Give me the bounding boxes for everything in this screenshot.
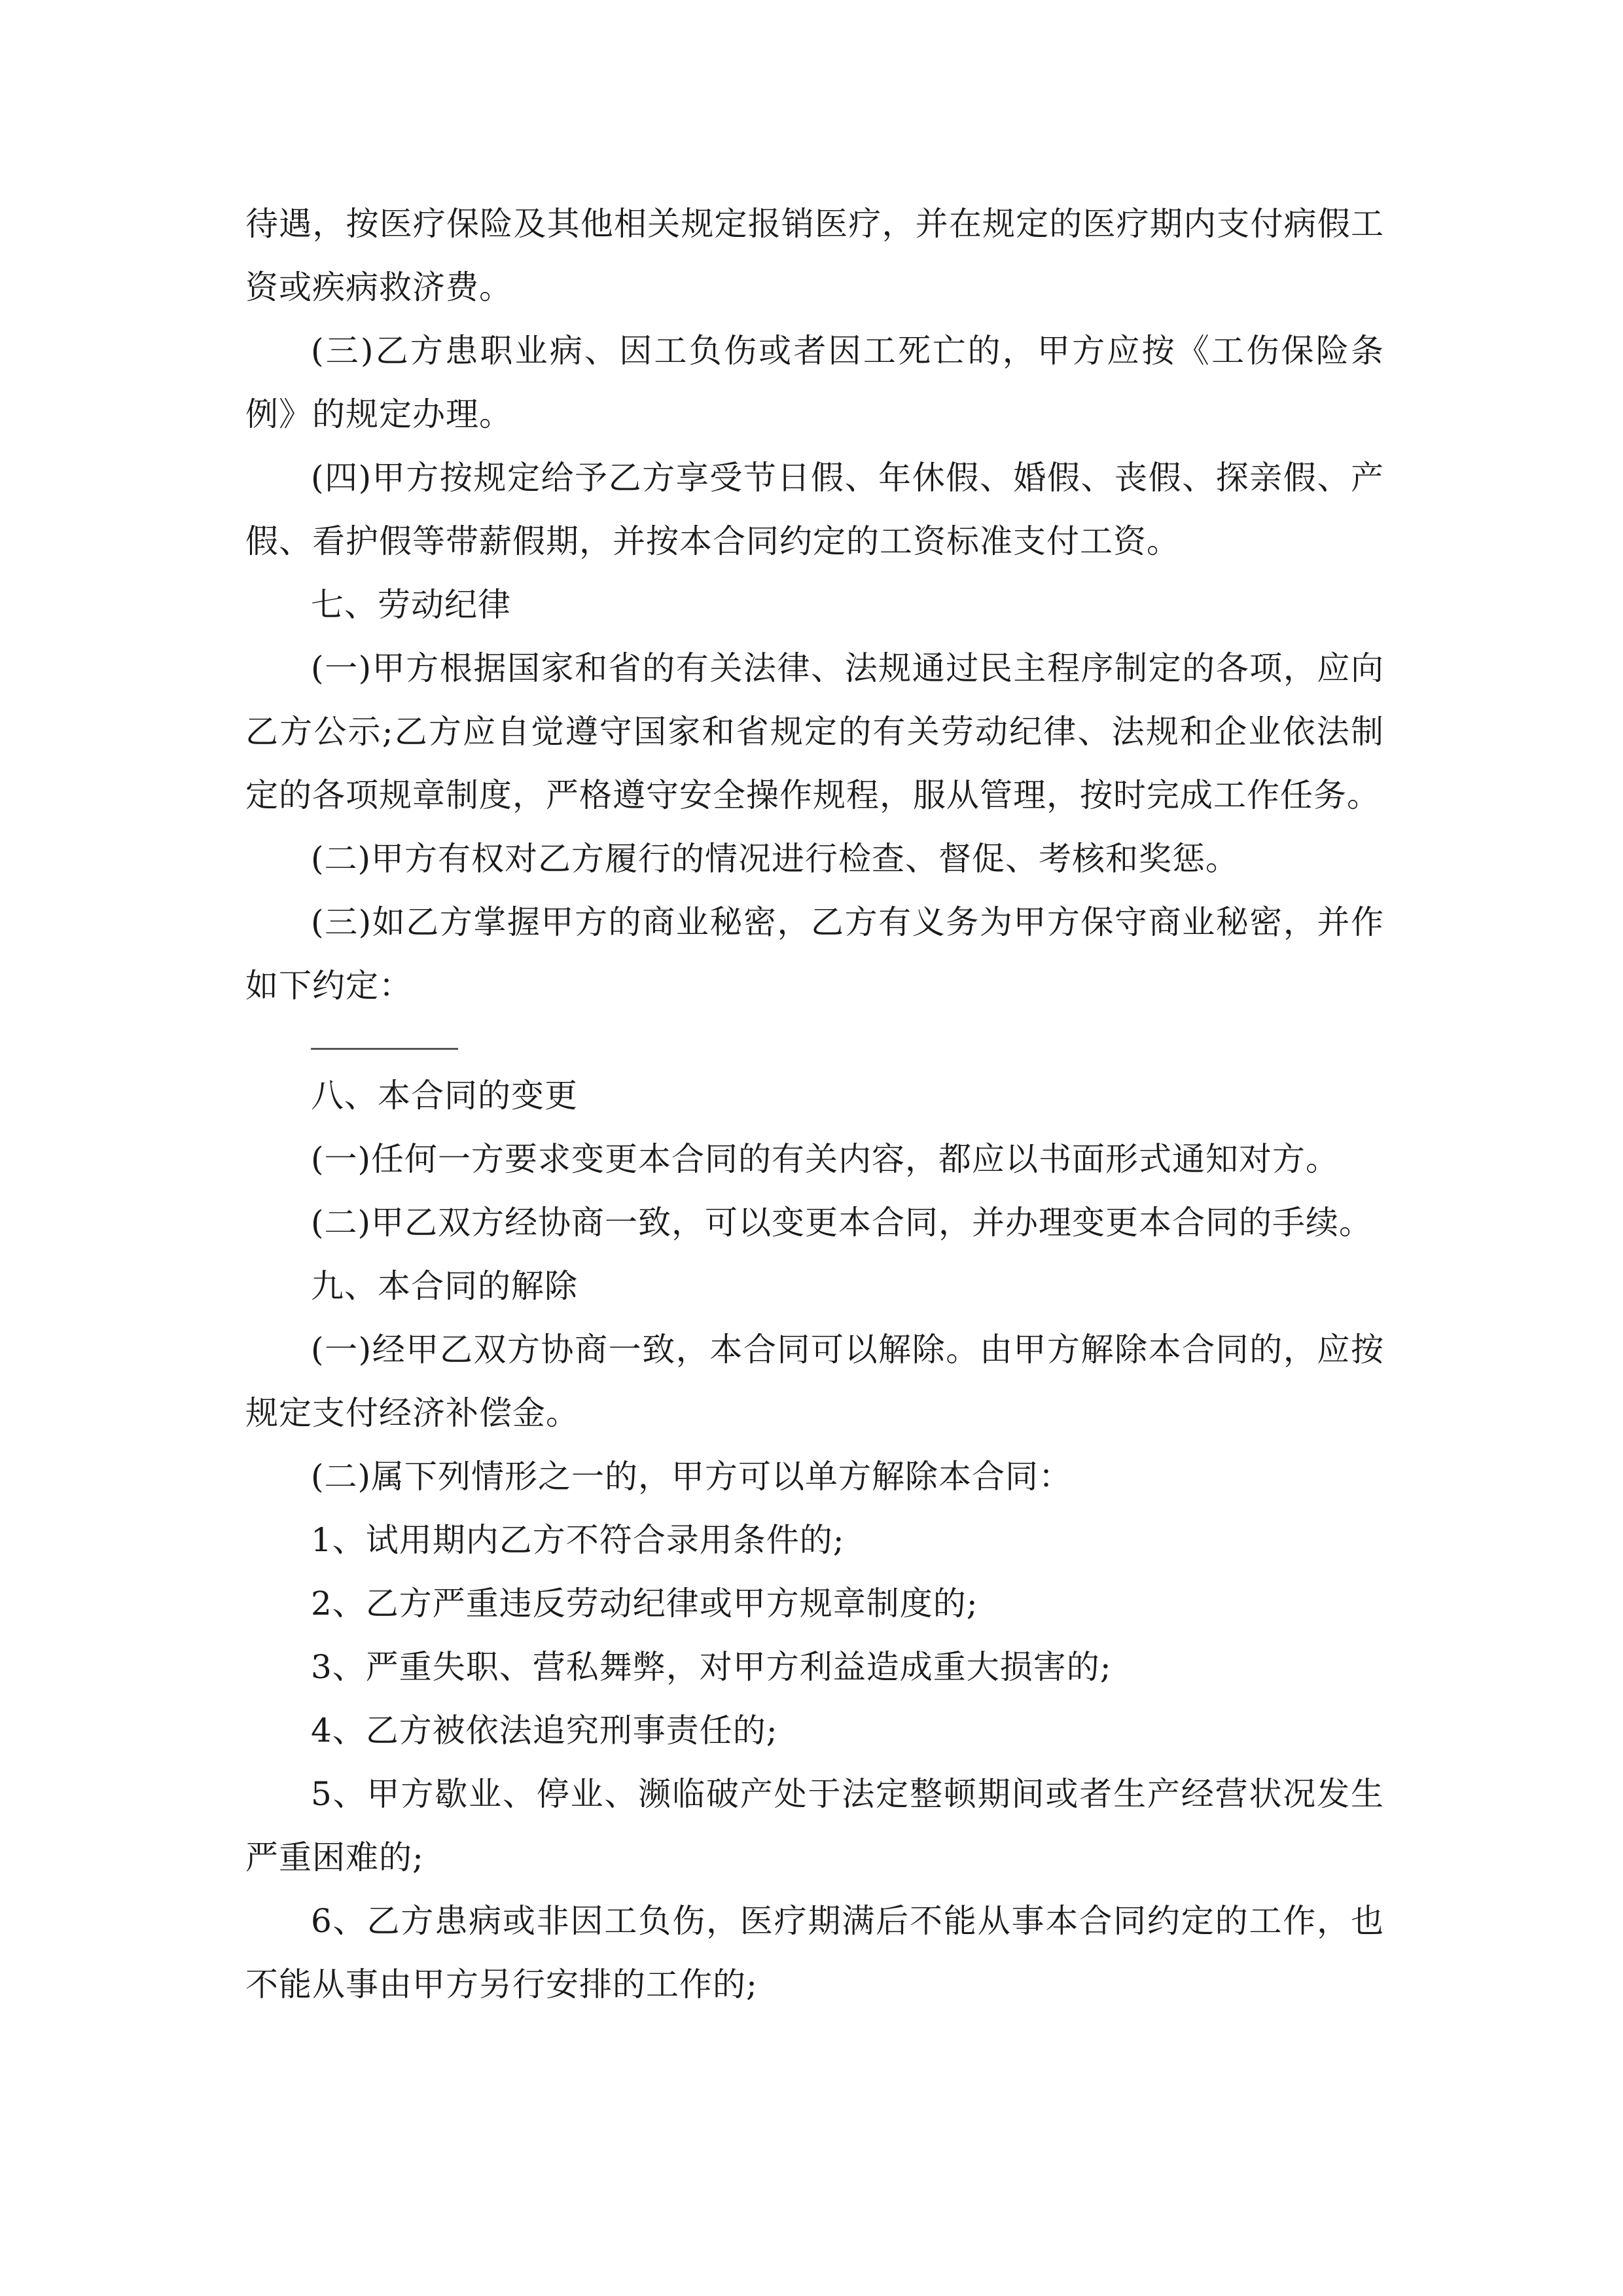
paragraph: (三)如乙方掌握甲方的商业秘密，乙方有义务为甲方保守商业秘密，并作如下约定： xyxy=(245,903,1384,1005)
document-body xyxy=(245,192,1384,2017)
list-item: 5、甲方歇业、停业、濒临破产处于法定整顿期间或者生产经营状况发生严重困难的; xyxy=(245,1775,1384,1876)
fill-in-blank-line xyxy=(311,1048,458,1050)
paragraph: (一)甲方根据国家和省的有关法律、法规通过民主程序制定的各项，应向乙方公示;乙方应自觉遵守国家和省规定的有关劳动纪律、法规和企业依法制定的各项规章制度，严格遵守安全操作规程，服从管理，按时完成工作任务。 xyxy=(245,649,1384,814)
list-item: 4、乙方被依法追究刑事责任的; xyxy=(311,1712,778,1749)
paragraph: (一)经甲乙双方协商一致，本合同可以解除。由甲方解除本合同的，应按规定支付经济补偿金。 xyxy=(245,1331,1384,1432)
list-item: 6、乙方患病或非因工负伤，医疗期满后不能从事本合同约定的工作，也不能从事由甲方另行安排的工作的; xyxy=(245,1902,1384,2003)
paragraph: (四)甲方按规定给予乙方享受节日假、年休假、婚假、丧假、探亲假、产假、看护假等带薪假期，并按本合同约定的工资标准支付工资。 xyxy=(245,459,1384,560)
section-heading: 八、本合同的变更 xyxy=(311,1077,578,1115)
list-item: 1、试用期内乙方不符合录用条件的; xyxy=(311,1521,845,1559)
paragraph: (二)甲乙双方经协商一致，可以变更本合同，并办理变更本合同的手续。 xyxy=(311,1204,1373,1242)
section-heading: 九、本合同的解除 xyxy=(311,1267,578,1305)
paragraph: (一)任何一方要求变更本合同的有关内容，都应以书面形式通知对方。 xyxy=(311,1140,1340,1178)
paragraph: (二)属下列情形之一的，甲方可以单方解除本合同： xyxy=(311,1458,1073,1496)
section-heading: 七、劳动纪律 xyxy=(311,586,511,624)
list-item: 2、乙方严重违反劳动纪律或甲方规章制度的; xyxy=(311,1585,978,1623)
list-item: 3、严重失职、营私舞弊，对甲方利益造成重大损害的; xyxy=(311,1648,1112,1686)
paragraph: 待遇，按医疗保险及其他相关规定报销医疗，并在规定的医疗期内支付病假工资或疾病救济费。 xyxy=(245,205,1384,306)
paragraph: (三)乙方患职业病、因工负伤或者因工死亡的，甲方应按《工伤保险条例》的规定办理。 xyxy=(245,332,1384,433)
paragraph: (二)甲方有权对乙方履行的情况进行检查、督促、考核和奖惩。 xyxy=(311,840,1240,878)
